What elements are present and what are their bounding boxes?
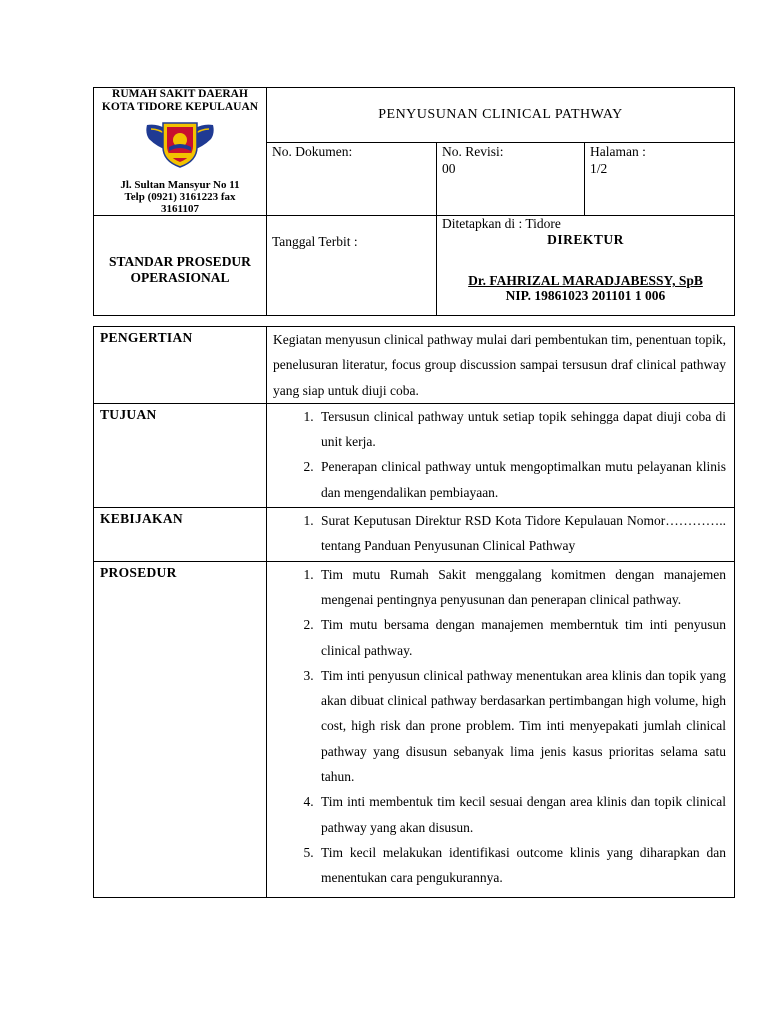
no-dokumen-cell [267, 143, 437, 216]
direktur-nip: NIP. 19861023 201101 1 006 [505, 288, 666, 303]
list-item: 2. Tim mutu bersama dengan manajemen memberntuk tim inti penyusun clinical pathway. [317, 612, 726, 663]
tanggal-terbit-cell [267, 216, 437, 316]
hospital-address: Jl. Sultan Mansyur No 11 Telp (0921) 3161223 fax 3161107 [120, 179, 240, 215]
hospital-name: RUMAH SAKIT DAERAH KOTA TIDORE KEPULAUAN [101, 88, 259, 113]
tujuan-list [273, 404, 726, 505]
pengertian-text: Kegiatan menyusun clinical pathway mulai dari pembentukan tim, penentuan topik, penelusuran literatur, focus group discussion sampai tersusun draf clinical pathway yang siap untuk diuji coba. [267, 327, 735, 404]
list-item: 5. Tim kecil melakukan identifikasi outcome klinis yang diharapkan dan menentukan cara pengukurannya. [317, 840, 726, 891]
no-revisi-value: 00 [442, 161, 456, 177]
direktur-label: DIREKTUR [547, 232, 624, 247]
section-label-tujuan: TUJUAN [94, 403, 267, 507]
list-item: 1. Tersusun clinical pathway untuk setiap topik sehingga dapat diuji coba di unit kerja. [317, 404, 726, 455]
list-item: 4. Tim inti membentuk tim kecil sesuai dengan area klinis dan topik clinical pathway yang akan disusun. [317, 789, 726, 840]
no-dokumen-label: No. Dokumen: [272, 144, 353, 160]
section-label-prosedur: PROSEDUR [94, 561, 267, 897]
list-item: 2. Penerapan clinical pathway untuk mengoptimalkan mutu pelayanan klinis dan mengendalikan pembiayaan. [317, 454, 726, 505]
hospital-info-cell [94, 88, 267, 216]
direktur-name: Dr. FAHRIZAL MARADJABESSY, SpB [468, 273, 703, 288]
kebijakan-list [273, 508, 726, 559]
hospital-crest-icon [139, 117, 221, 169]
halaman-value: 1/2 [590, 161, 608, 177]
list-item: 1. Tim mutu Rumah Sakit menggalang komitmen dengan manajemen mengenai pentingnya penyusunan dan penerapan clinical pathway. [317, 562, 726, 613]
ditetapkan-cell [437, 216, 735, 316]
no-revisi-cell [437, 143, 585, 216]
sop-header-table [93, 87, 735, 316]
ditetapkan-label: Ditetapkan di : Tidore [442, 216, 561, 231]
kebijakan-content [267, 508, 735, 562]
halaman-label: Halaman : [590, 144, 646, 160]
list-item: 1. Surat Keputusan Direktur RSD Kota Tidore Kepulauan Nomor………….. tentang Panduan Penyusunan Clinical Pathway [317, 508, 726, 559]
prosedur-content [267, 561, 735, 897]
halaman-cell [585, 143, 735, 216]
section-label-pengertian: PENGERTIAN [94, 327, 267, 404]
no-revisi-label: No. Revisi: [442, 144, 504, 160]
sop-title: STANDAR PROSEDUR OPERASIONAL [94, 216, 267, 316]
tujuan-content [267, 403, 735, 507]
document-title: PENYUSUNAN CLINICAL PATHWAY [267, 88, 735, 143]
list-item: 3. Tim inti penyusun clinical pathway menentukan area klinis dan topik yang akan dibuat clinical pathway berdasarkan pertimbangan high volume, high cost, high risk dan prone problem. Tim inti menyepakati jumlah clinical pathway yang disusun sebanyak lima jenis kasus prioritas selama satu tahun. [317, 663, 726, 789]
section-label-kebijakan: KEBIJAKAN [94, 508, 267, 562]
sop-body-table [93, 326, 735, 898]
tanggal-terbit-label: Tanggal Terbit : [272, 234, 358, 249]
prosedur-list [273, 562, 726, 891]
